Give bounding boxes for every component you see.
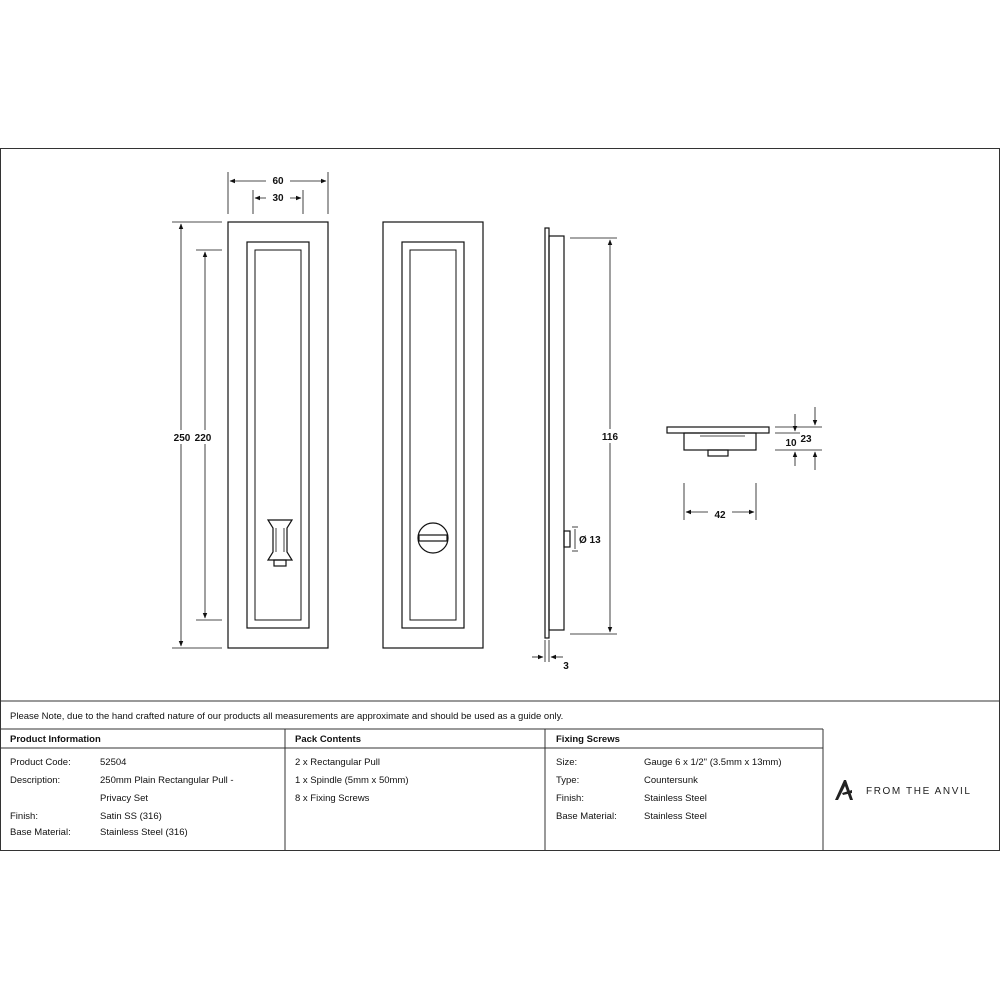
- dim-side-height: 116: [601, 432, 619, 443]
- measurement-note: Please Note, due to the hand crafted nature of our products all measurements are approximate and should be used as a guide only.: [10, 711, 564, 722]
- screw-type-label: Type:: [556, 775, 580, 786]
- front-outer-plate: [228, 222, 328, 648]
- screw-finish-label: Finish:: [556, 793, 584, 804]
- pack-item: 1 x Spindle (5mm x 50mm): [295, 775, 409, 786]
- description-value: 250mm Plain Rectangular Pull -: [100, 775, 234, 786]
- pack-item: 2 x Rectangular Pull: [295, 757, 381, 768]
- back-outer-plate: [383, 222, 483, 648]
- front-dimensions: [172, 172, 328, 648]
- dim-front-height-outer: 250: [173, 433, 191, 444]
- screw-finish-value: Stainless Steel: [644, 793, 707, 804]
- thumb-turn: [268, 520, 292, 566]
- dim-front-height-inner: 220: [194, 433, 212, 444]
- side-spindle-boss: [564, 531, 570, 547]
- pack-contents-header: Pack Contents: [295, 734, 361, 745]
- plan-view: [667, 427, 769, 456]
- screw-material-value: Stainless Steel: [644, 811, 707, 822]
- front-recess: [247, 242, 309, 628]
- screw-material-label: Base Material:: [556, 811, 617, 822]
- base-material-label: Base Material:: [10, 827, 71, 838]
- dim-plate-thickness: 3: [563, 661, 569, 672]
- brand-name: FROM THE ANVIL: [866, 786, 972, 797]
- pack-item: 8 x Fixing Screws: [295, 793, 370, 804]
- screw-size-label: Size:: [556, 757, 578, 768]
- screw-size-value: Gauge 6 x 1/2" (3.5mm x 13mm): [644, 757, 782, 768]
- plan-dimensions: [684, 407, 822, 520]
- description-label: Description:: [10, 775, 61, 786]
- front-view: [228, 222, 328, 648]
- dim-front-width-inner: 30: [272, 193, 284, 204]
- anvil-logo-icon: [833, 778, 855, 802]
- emergency-release: [418, 523, 448, 553]
- plan-face-plate: [667, 427, 769, 433]
- dim-plan-depth-inner: 10: [785, 438, 797, 449]
- dim-plan-width: 42: [714, 510, 726, 521]
- product-code-label: Product Code:: [10, 757, 71, 768]
- dim-turn-diameter: Ø 13: [579, 535, 601, 546]
- finish-label: Finish:: [10, 811, 38, 822]
- screw-type-value: Countersunk: [644, 775, 698, 786]
- description-value-cont: Privacy Set: [100, 793, 149, 804]
- back-recess: [402, 242, 464, 628]
- product-info-header: Product Information: [10, 734, 101, 745]
- dim-plan-depth-outer: 23: [800, 434, 812, 445]
- dim-front-width-outer: 60: [272, 176, 284, 187]
- base-material-value: Stainless Steel (316): [100, 827, 188, 838]
- technical-drawing: [0, 148, 1000, 701]
- back-view: [383, 222, 483, 648]
- fixing-screws-header: Fixing Screws: [556, 734, 620, 745]
- finish-value: Satin SS (316): [100, 811, 162, 822]
- side-view: [545, 228, 570, 638]
- product-code-value: 52504: [100, 757, 127, 768]
